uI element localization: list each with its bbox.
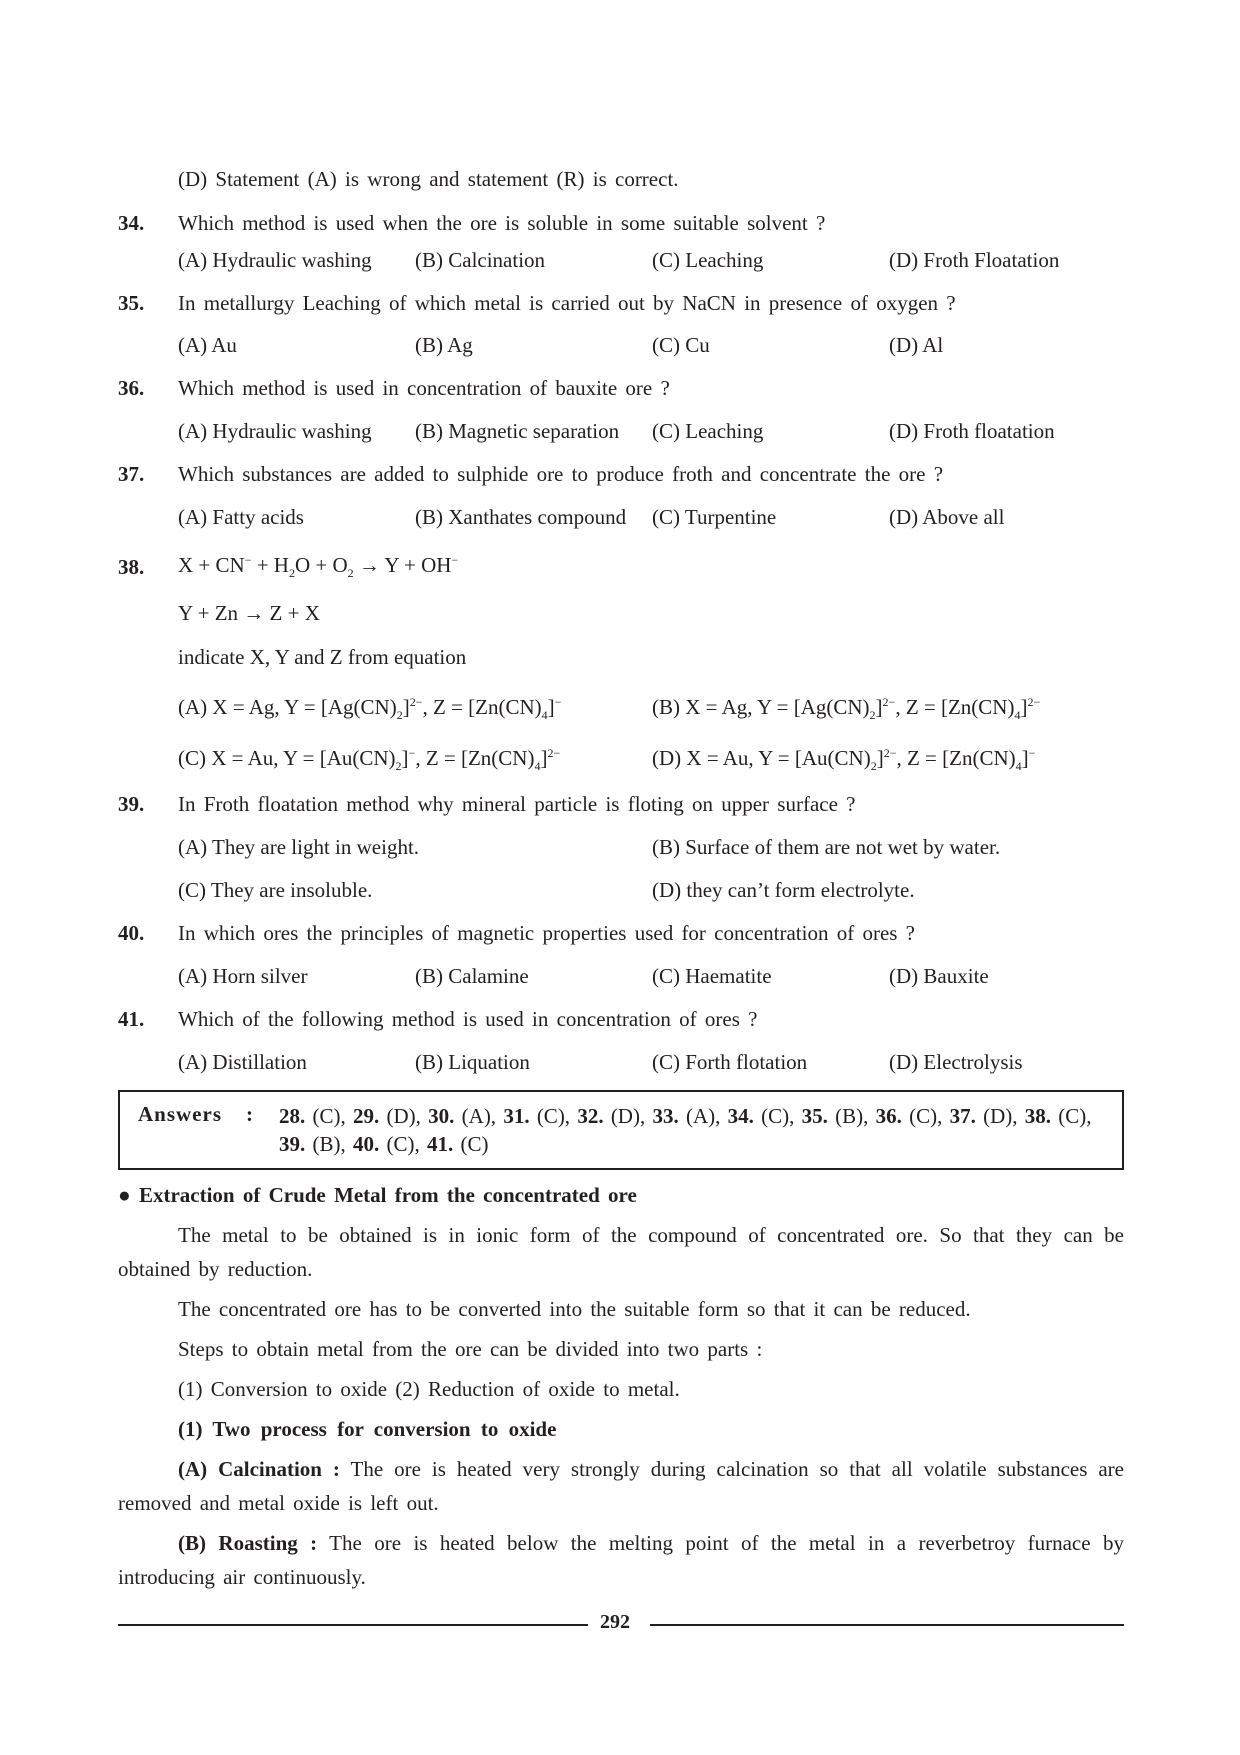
calcination-paragraph (118, 1452, 1124, 1520)
option-a: (A) They are light in weight. (178, 835, 420, 859)
footer-rule-right (650, 1624, 1124, 1626)
option-b: (B) Surface of them are not wet by water. (652, 835, 1001, 859)
option-a: (A) Au (178, 333, 237, 357)
option-b: (B) Liquation (415, 1050, 530, 1074)
paragraph: (1) Conversion to oxide (2) Reduction of oxide to metal. (178, 1377, 680, 1401)
option-d: (D) Al (889, 333, 944, 357)
option-c: (C) Leaching (652, 248, 764, 272)
sub-heading: (1) Two process for conversion to oxide (178, 1417, 557, 1441)
question-text: In metallurgy Leaching of which metal is carried out by NaCN in presence of oxygen ? (178, 291, 956, 315)
option-b: (B) Xanthates compound (415, 505, 627, 529)
section-heading-text: Extraction of Crude Metal from the concentrated ore (138, 1183, 637, 1207)
option-d: (D) Electrolysis (889, 1050, 1023, 1074)
previous-option-d: (D) Statement (A) is wrong and statement (R) is correct. (178, 167, 679, 191)
option-a: (A) Fatty acids (178, 505, 304, 529)
equation-1: $X + CN^- + H_2O + O_2 \to Y + OH^-$ (178, 553, 459, 580)
question-text: Which method is used when the ore is soluble in some suitable solvent ? (178, 211, 826, 235)
option-d: (D) Bauxite (889, 964, 989, 988)
question-number: 35. (118, 291, 145, 315)
paragraph: The concentrated ore has to be converted into the suitable form so that it can be reduced. (178, 1297, 971, 1321)
option-b: (B) Calamine (415, 964, 529, 988)
option-c: (C) They are insoluble. (178, 878, 373, 902)
answers-label: Answers (138, 1102, 222, 1126)
question-text: In which ores the principles of magnetic properties used for concentration of ores ? (178, 921, 916, 945)
option-a: (A) X = Ag, $Y = [Ag(CN)_2]^{2-}$, $Z = [Zn(CN)_4]^-$ (178, 695, 562, 722)
option-d: (D) Froth Floatation (889, 248, 1060, 272)
question-text: Which substances are added to sulphide ore to produce froth and concentrate the ore ? (178, 462, 944, 486)
option-d: (D) Above all (889, 505, 1005, 529)
paragraph: Steps to obtain metal from the ore can be divided into two parts : (178, 1337, 763, 1361)
option-a: (A) Hydraulic washing (178, 419, 372, 443)
page-number: 292 (600, 1611, 630, 1633)
option-a: (A) Distillation (178, 1050, 307, 1074)
option-b: (B) Magnetic separation (415, 419, 620, 443)
question-number: 39. (118, 792, 145, 816)
option-b: (B) Ag (415, 333, 473, 357)
question-text: In Froth floatation method why mineral particle is floting on upper surface ? (178, 792, 856, 816)
answers-box (118, 1090, 1124, 1170)
bullet-icon: ● (118, 1183, 139, 1207)
option-d: (D) they can’t form electrolyte. (652, 878, 915, 902)
option-a: (A) Horn silver (178, 964, 308, 988)
option-c: (C) Leaching (652, 419, 764, 443)
question-text: Which of the following method is used in concentration of ores ? (178, 1007, 758, 1031)
roasting-text: The ore is heated below the melting point of the metal in a reverbetroy furnace by introducing air continuously. (118, 1531, 1124, 1589)
paragraph: The metal to be obtained is in ionic form of the compound of concentrated ore. So that they can be obtained by reduction. (118, 1223, 1124, 1281)
question-number: 41. (118, 1007, 145, 1031)
option-c: (C) Forth flotation (652, 1050, 808, 1074)
answers-colon: : (246, 1102, 253, 1126)
option-a: (A) Hydraulic washing (178, 248, 372, 272)
question-number: 36. (118, 376, 145, 400)
option-c: (C) X = Au, $Y = [Au(CN)_2]^-$, $Z = [Zn(CN)_4]^{2-}$ (178, 746, 561, 773)
option-d: (D) Froth floatation (889, 419, 1055, 443)
option-d: (D) X = Au, $Y = [Au(CN)_2]^{2-}$, $Z = [Zn(CN)_4]^-$ (652, 746, 1036, 773)
question-number: 38. (118, 555, 145, 579)
question-number: 40. (118, 921, 145, 945)
answers-list: 28. (C), 29. (D), 30. (A), 31. (C), 32. (D), 33. (A), 34. (C), 35. (B), 36. (C), 37. (D), 38. (C), 39. (B), 40. (C), 41. (C) (279, 1104, 1092, 1156)
calcination-text: The ore is heated very strongly during calcination so that all volatile substances are removed and metal oxide is left out. (118, 1457, 1124, 1515)
question-number: 34. (118, 211, 145, 235)
equation-2: Y + Zn → Z + X (178, 601, 320, 625)
section-heading (118, 1183, 637, 1208)
question-text: indicate X, Y and Z from equation (178, 645, 467, 669)
roasting-label: (B) Roasting : (178, 1531, 318, 1555)
option-c: (C) Cu (652, 333, 710, 357)
option-b: (B) Calcination (415, 248, 546, 272)
question-text: Which method is used in concentration of bauxite ore ? (178, 376, 670, 400)
calcination-label: (A) Calcination : (178, 1457, 340, 1481)
option-c: (C) Haematite (652, 964, 772, 988)
option-b: (B) X = Ag, $Y = [Ag(CN)_2]^{2-}$, $Z = [Zn(CN)_4]^{2-}$ (652, 695, 1041, 722)
footer-rule-left (118, 1624, 588, 1626)
option-c: (C) Turpentine (652, 505, 777, 529)
question-number: 37. (118, 462, 145, 486)
roasting-paragraph (118, 1526, 1124, 1594)
